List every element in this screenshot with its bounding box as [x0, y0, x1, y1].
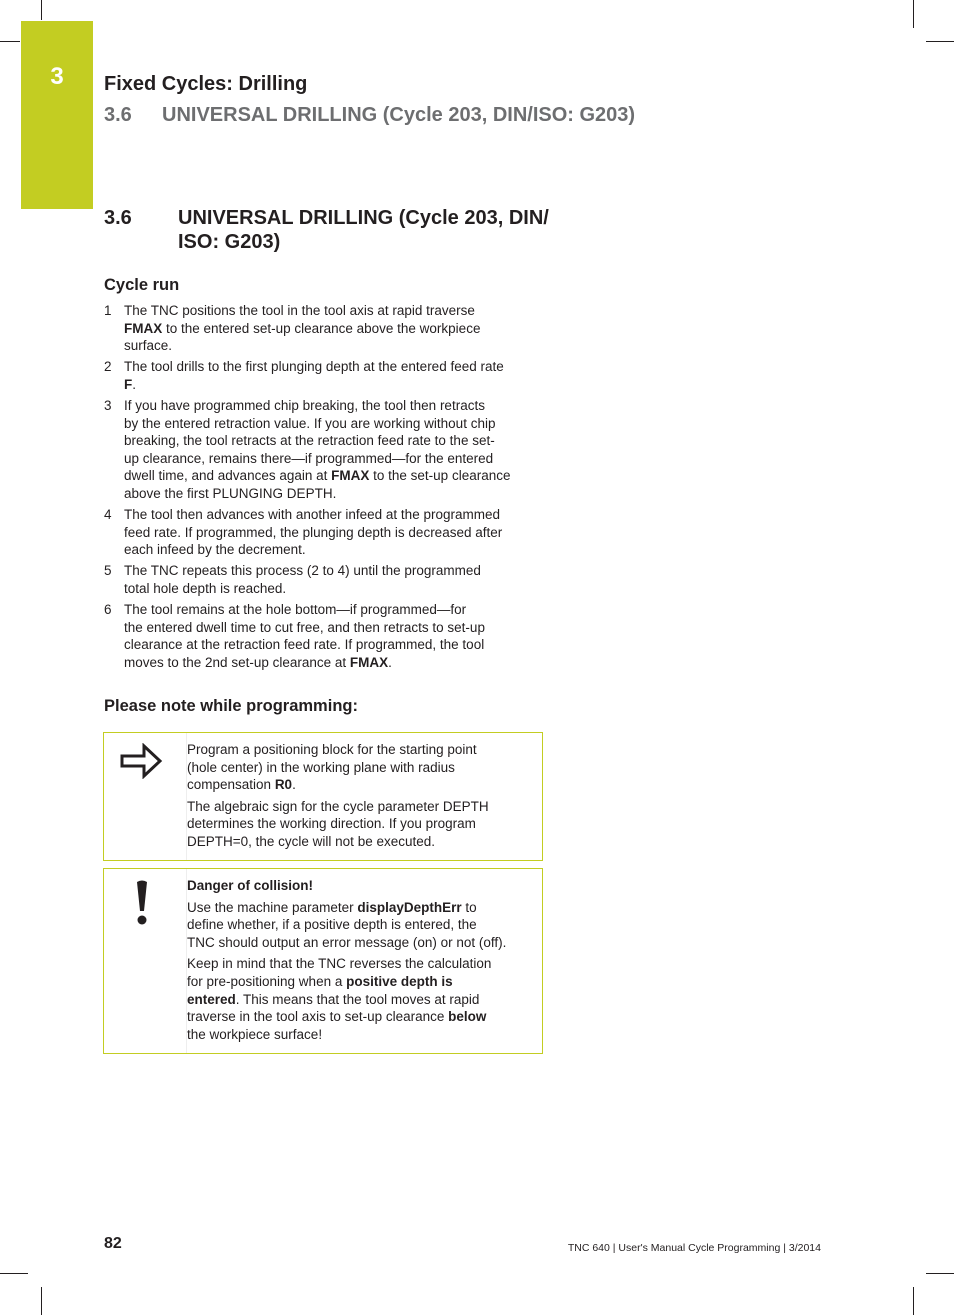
- text-segment: . This means that the tool moves at rapid: [235, 991, 480, 1007]
- text-line: [187, 759, 489, 777]
- text-segment: The TNC repeats this process (2 to 4) until the programmed: [124, 563, 481, 579]
- text-segment: moves to the 2nd set-up clearance at: [124, 654, 350, 670]
- text-line: [124, 601, 554, 619]
- text-line: [124, 485, 554, 503]
- emphasis-text: R0: [274, 777, 293, 793]
- step-item: [104, 358, 554, 393]
- section-number: 3.6: [104, 207, 132, 229]
- cycle-run-steps: [104, 302, 554, 675]
- crop-mark: [41, 0, 42, 20]
- step-number: 4: [104, 507, 112, 523]
- cycle-run-heading: Cycle run: [104, 276, 180, 294]
- text-segment: above the first PLUNGING DEPTH.: [124, 485, 337, 501]
- text-line: [187, 991, 506, 1009]
- text-line: [124, 302, 554, 320]
- step-number: 3: [104, 397, 112, 413]
- text-segment: to the entered set-up clearance above the workpiece: [162, 320, 481, 336]
- text-segment: surface.: [124, 338, 173, 354]
- text-segment: (hole center) in the working plane with radius: [187, 759, 455, 775]
- text-line: [124, 415, 554, 433]
- text-line: [187, 955, 506, 973]
- text-line: [187, 899, 506, 917]
- text-segment: feed rate. If programmed, the plunging depth is decreased after: [124, 524, 503, 540]
- note-paragraph: [187, 798, 489, 851]
- emphasis-text: FMAX: [124, 320, 163, 336]
- text-segment: determines the working direction. If you program: [187, 816, 476, 832]
- text-segment: define whether, if a positive depth is entered, the: [187, 917, 477, 933]
- emphasis-text: positive depth is: [346, 973, 453, 989]
- text-line: [124, 358, 554, 376]
- note-paragraph: [187, 741, 489, 794]
- emphasis-text: Danger of collision!: [187, 878, 314, 893]
- step-item: [104, 601, 554, 671]
- text-line: [124, 636, 554, 654]
- crop-mark: [913, 1287, 914, 1315]
- text-segment: total hole depth is reached.: [124, 580, 287, 596]
- text-line: [124, 467, 554, 485]
- text-line: [124, 450, 554, 468]
- text-line: [187, 1026, 506, 1044]
- footer-publication: TNC 640 | User's Manual Cycle Programming | 3/2014: [567, 1242, 821, 1254]
- note-paragraph: [187, 955, 506, 1043]
- note-paragraph: [187, 877, 506, 895]
- running-section-number: 3.6: [104, 104, 132, 126]
- text-segment: the workpiece surface!: [187, 1026, 323, 1042]
- section-title-line: UNIVERSAL DRILLING (Cycle 203, DIN/: [178, 207, 549, 229]
- text-line: [187, 815, 489, 833]
- crop-mark: [926, 41, 954, 42]
- text-line: [187, 916, 506, 934]
- text-line: [187, 973, 506, 991]
- text-segment: dwell time, and advances again at: [124, 468, 332, 484]
- page-number: 82: [104, 1235, 122, 1252]
- section-title-line: ISO: G203): [178, 231, 281, 253]
- step-item: [104, 562, 554, 597]
- text-line: [124, 432, 554, 450]
- text-segment: .: [132, 376, 137, 392]
- text-segment: If you have programmed chip breaking, the tool then retracts: [124, 397, 485, 413]
- text-segment: up clearance, remains there—if programmed—for the entered: [124, 450, 494, 466]
- step-number: 6: [104, 602, 112, 617]
- text-segment: The tool remains at the hole bottom—if programmed—for: [124, 602, 467, 617]
- running-chapter-title: Fixed Cycles: Drilling: [104, 73, 308, 95]
- step-number: 5: [104, 563, 112, 579]
- text-line: [124, 654, 554, 672]
- text-segment: .: [388, 654, 392, 670]
- emphasis-text: FMAX: [349, 654, 389, 670]
- text-segment: each infeed by the decrement.: [124, 542, 306, 558]
- text-segment: to: [461, 899, 477, 915]
- text-line: [124, 320, 554, 338]
- text-segment: The algebraic sign for the cycle parameter DEPTH: [187, 798, 489, 814]
- step-item: [104, 302, 554, 355]
- text-line: [187, 741, 489, 759]
- chapter-tab: [21, 21, 93, 209]
- notes-heading: Please note while programming:: [104, 697, 358, 715]
- text-segment: to the set-up clearance: [369, 468, 511, 484]
- text-segment: TNC should output an error message (on) or not (off).: [187, 934, 507, 950]
- text-segment: the entered dwell time to cut free, and then retracts to set-up: [124, 619, 485, 635]
- emphasis-text: below: [448, 1009, 487, 1025]
- text-segment: DEPTH=0, the cycle will not be executed.: [187, 833, 435, 849]
- emphasis-text: displayDepthErr: [357, 899, 462, 915]
- arrow-right-icon: [120, 743, 164, 779]
- text-line: [124, 524, 554, 542]
- text-line: [124, 337, 554, 355]
- text-segment: Keep in mind that the TNC reverses the calculation: [187, 956, 492, 972]
- crop-mark: [0, 1273, 28, 1274]
- exclamation-icon: [134, 879, 150, 927]
- text-line: [187, 1008, 506, 1026]
- text-segment: for pre-positioning when a: [187, 973, 347, 989]
- text-segment: The tool drills to the first plunging depth at the entered feed rate: [124, 359, 504, 375]
- crop-mark: [41, 1287, 42, 1315]
- text-segment: breaking, the tool retracts at the retraction feed rate to the set-: [124, 433, 495, 449]
- text-segment: Program a positioning block for the starting point: [187, 742, 477, 757]
- running-section-title: [104, 104, 635, 127]
- emphasis-text: F: [124, 376, 133, 392]
- text-line: [187, 833, 489, 851]
- warning-text: [187, 877, 506, 1047]
- note-text: [187, 741, 489, 855]
- text-segment: The tool then advances with another infeed at the programmed: [124, 507, 500, 523]
- step-item: [104, 397, 554, 503]
- step-item: [104, 506, 554, 559]
- text-segment: compensation: [187, 777, 275, 793]
- note-paragraph: [187, 899, 506, 952]
- text-segment: clearance at the retraction feed rate. If programmed, the tool: [124, 637, 485, 653]
- crop-mark: [926, 1273, 954, 1274]
- text-segment: Use the machine parameter: [187, 899, 358, 915]
- text-line: [124, 562, 554, 580]
- text-line: [124, 506, 554, 524]
- chapter-number: 3: [50, 63, 64, 90]
- emphasis-text: FMAX: [331, 468, 370, 484]
- crop-mark: [0, 41, 20, 42]
- note-box: [103, 732, 543, 861]
- text-segment: .: [292, 777, 296, 793]
- text-line: [124, 376, 554, 394]
- text-segment: traverse in the tool axis to set-up clearance: [187, 1009, 449, 1025]
- text-line: [124, 541, 554, 559]
- text-line: [187, 776, 489, 794]
- crop-mark: [913, 0, 914, 28]
- text-line: [124, 619, 554, 637]
- text-line: [187, 798, 489, 816]
- running-section-text: UNIVERSAL DRILLING (Cycle 203, DIN/ISO: G203): [162, 104, 636, 126]
- text-line: [124, 397, 554, 415]
- text-segment: The TNC positions the tool in the tool axis at rapid traverse: [124, 303, 475, 318]
- step-number: 1: [104, 303, 112, 318]
- warning-box: [103, 868, 543, 1054]
- step-number: 2: [104, 359, 112, 375]
- emphasis-text: entered: [187, 991, 236, 1007]
- text-line: [187, 877, 506, 895]
- text-segment: by the entered retraction value. If you are working without chip: [124, 415, 496, 431]
- text-line: [124, 580, 554, 598]
- text-line: [187, 934, 506, 952]
